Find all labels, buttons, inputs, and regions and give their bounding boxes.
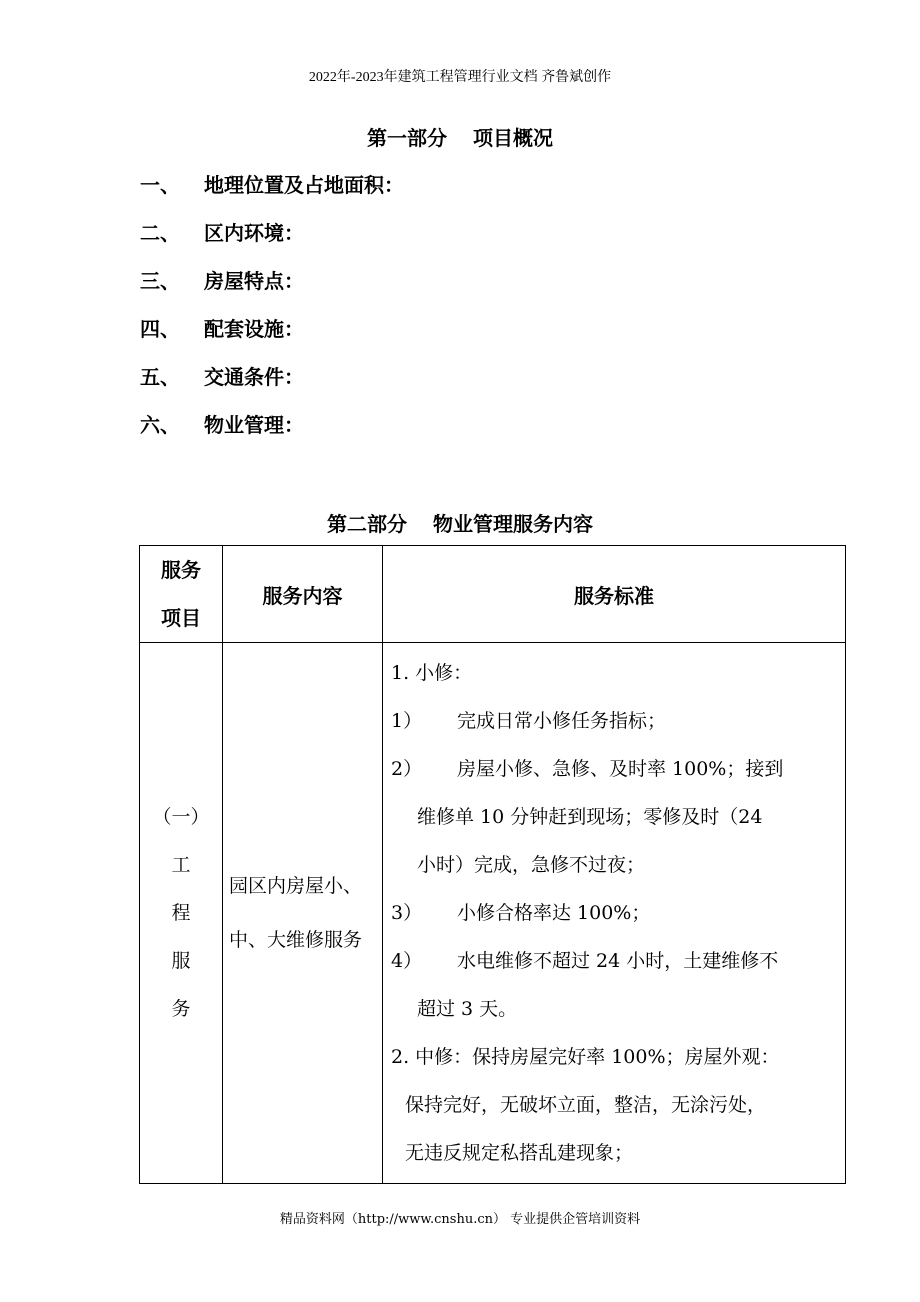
- cell-service-standard: [383, 643, 846, 1184]
- list-item-number: 一、: [140, 173, 180, 197]
- part1-heading: [0, 122, 920, 151]
- standard-line: 1） 完成日常小修任务指标；: [391, 710, 667, 732]
- service-item-char: 务: [171, 998, 191, 1020]
- standard-line: 1. 小修：: [391, 662, 473, 684]
- part2-heading: [0, 508, 920, 537]
- cell-service-item: [140, 643, 223, 1184]
- project-overview-list: [140, 170, 404, 458]
- standard-line: 小时）完成，急修不过夜；: [417, 854, 646, 876]
- header-service-item: [140, 546, 223, 643]
- list-item: [140, 266, 404, 314]
- standard-line: 2. 中修：保持房屋完好率 100%；房屋外观：: [391, 1046, 780, 1068]
- cell-service-content: 园区内房屋小、中、大维修服务: [223, 643, 383, 1184]
- list-item-text: 交通条件：: [204, 365, 304, 389]
- header-service-item-line2: 项目: [161, 606, 201, 630]
- standard-line: 2） 房屋小修、急修、及时率 100%；接到: [391, 758, 784, 780]
- list-item-number: 二、: [140, 221, 180, 245]
- list-item-number: 三、: [140, 269, 180, 293]
- service-item-char: 服: [171, 950, 191, 972]
- part2-label: 第二部分: [327, 512, 407, 536]
- header-service-item-line1: 服务: [161, 558, 201, 582]
- list-item-text: 地理位置及占地面积：: [204, 173, 404, 197]
- table-header-row: [140, 546, 846, 643]
- service-item-char: （一）: [152, 806, 210, 828]
- page-header: 2022年-2023年建筑工程管理行业文档 齐鲁斌创作: [308, 70, 612, 85]
- list-item: [140, 362, 404, 410]
- list-item-text: 区内环境：: [204, 221, 304, 245]
- list-item: [140, 218, 404, 266]
- list-item: [140, 170, 404, 218]
- standard-line: 无违反规定私搭乱建现象；: [405, 1142, 634, 1164]
- list-item: [140, 410, 404, 458]
- service-item-char: 程: [171, 902, 191, 924]
- standard-line: 保持完好，无破坏立面，整洁，无涂污处，: [405, 1094, 767, 1116]
- part1-title: 项目概况: [473, 126, 553, 150]
- service-item-char: 工: [171, 854, 191, 876]
- header-service-content: 服务内容: [223, 546, 383, 643]
- part2-title: 物业管理服务内容: [433, 512, 593, 536]
- list-item-text: 配套设施：: [204, 317, 304, 341]
- list-item: [140, 314, 404, 362]
- service-table: [139, 545, 846, 1184]
- table-row: [140, 643, 846, 1184]
- list-item-number: 六、: [140, 413, 180, 437]
- part1-label: 第一部分: [367, 126, 447, 150]
- header-service-standard: 服务标准: [383, 546, 846, 643]
- standard-line: 4） 水电维修不超过 24 小时，土建维修不: [391, 950, 779, 972]
- standard-line: 3） 小修合格率达 100%；: [391, 902, 651, 924]
- list-item-number: 四、: [140, 317, 180, 341]
- page-footer: 精品资料网（http://www.cnshu.cn） 专业提供企管培训资料: [279, 1212, 641, 1227]
- standard-line: 维修单 10 分钟赶到现场；零修及时（24: [417, 806, 763, 828]
- list-item-text: 房屋特点：: [204, 269, 304, 293]
- list-item-number: 五、: [140, 365, 180, 389]
- standard-line: 超过 3 天。: [417, 998, 518, 1020]
- list-item-text: 物业管理：: [204, 413, 304, 437]
